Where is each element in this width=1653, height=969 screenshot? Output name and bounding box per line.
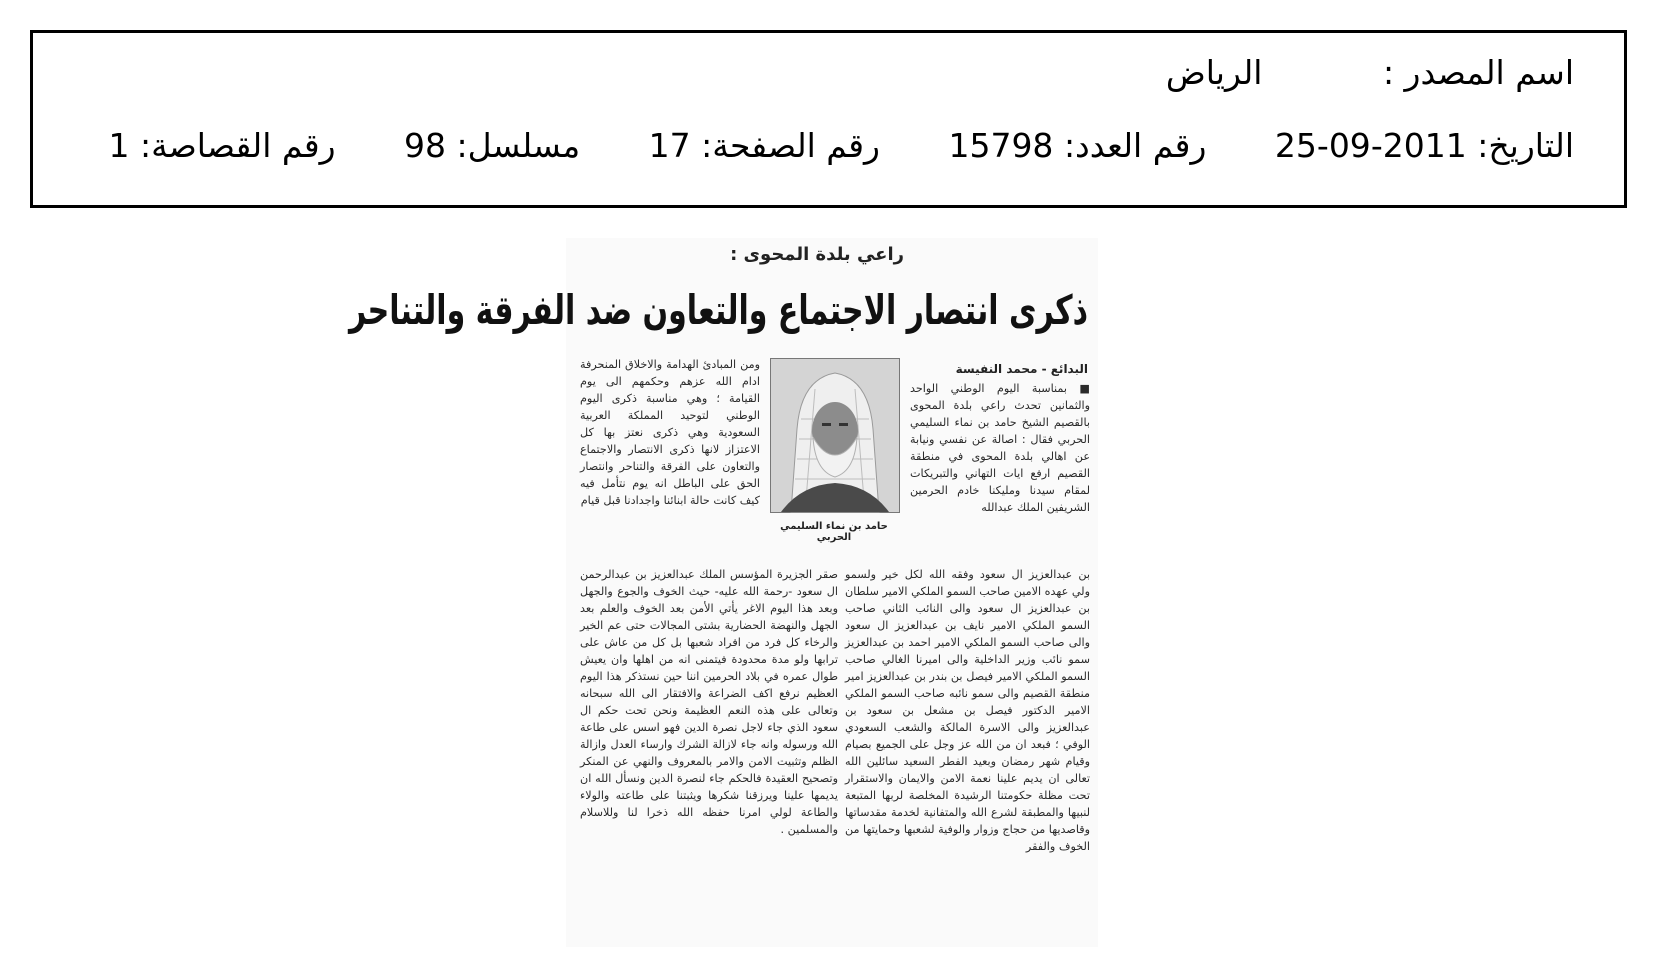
date-label: التاريخ: xyxy=(1477,126,1574,165)
serial-value: 98 xyxy=(404,126,447,165)
issue-label: رقم العدد: xyxy=(1063,126,1207,165)
page-label: رقم الصفحة: xyxy=(701,126,880,165)
article-column-right-top: ■ بمناسبة اليوم الوطني الواحد والثمانين تحدث راعي بلدة المحوى بالقصيم الشيخ حامد بن نماء السليمي الحربي فقال : اصالة عن نفسي ونيابة عن اهالي بلدة المحوى في منطقة القصيم ارفع ايات التهاني والتبريكات لمقام سيدنا ومليكنا خادم الحرمين الشريفين الملك عبدالله xyxy=(910,382,1090,514)
date-value: 2011-09-25 xyxy=(1274,126,1467,165)
clipping-metadata-box xyxy=(30,30,1627,208)
article-kicker: راعي بلدة المحوى : xyxy=(730,244,904,265)
photo-caption: حامد بن نماء السليمي الحربي xyxy=(780,521,888,543)
issue-field xyxy=(948,126,1206,166)
details-row xyxy=(108,126,1574,166)
author-portrait-photo xyxy=(770,358,900,513)
article-byline: البدائع - محمد النفيسة xyxy=(955,362,1088,376)
clip-number-field xyxy=(108,126,335,166)
page-value: 17 xyxy=(648,126,691,165)
article-column-left-top: ومن المبادئ الهدامة والاخلاق المنحرفة ادام الله عزهم وحكمهم الى يوم القيامة ؛ وهي مناسبة ذكرى اليوم الوطني لتوحيد المملكة العربية السعودية وهي ذكرى نعتز بها كل الاعتزاز لانها ذكرى الانتصار والاجتماع والتعاون على الفرقة والتناحر وانتصار الحق على الباطل انه يوم نتأمل فيه كيف كانت حالة ابنائنا واجدادنا قبل قيام xyxy=(580,358,760,507)
article-column-left-bottom: صقر الجزيرة المؤسس الملك عبدالعزيز بن عبدالرحمن ال سعود -رحمة الله عليه- حيث الخوف والجوع والجهل وبعد هذا اليوم الاغر يأتي الأمن بعد الخوف والعلم بعد الجهل والنهضة الحضارية بشتى المجالات حتى عم الخير والرخاء كل فرد من افراد شعبها بل كل من عاش على ترابها ولو مدة محدودة فيتمنى انه من اهلها وان يعيش طوال عمره في بلاد الحرمين اننا حين نستذكر هذا اليوم العظيم نرفع اكف الضراعة والافتقار الى الله سبحانه وتعالى على هذه النعم العظيمة ونحن تحت حكم ال سعود الذي جاء لاجل نصرة الدين فهو اسس على طاعة الله ورسوله وانه جاء لازالة الشرك وارساء العدل وازالة الظلم وتثبيت الامن والامر بالمعروف والنهي عن المنكر وتصحيح العقيدة فالحكم جاء لنصرة الدين ونسأل الله ان يديمها علينا ويرزقنا شكرها ويثبتنا على طاعته والولاء والطاعة لولي امرنا حفظه الله ذخرا لنا وللاسلام والمسلمين . xyxy=(580,568,838,836)
source-label: اسم المصدر : xyxy=(1382,53,1574,92)
newspaper-clipping xyxy=(349,238,1098,947)
serial-field xyxy=(404,126,580,166)
date-field xyxy=(1275,126,1574,166)
article-column-right-bottom: بن عبدالعزيز ال سعود وفقه الله لكل خير ولسمو ولي عهده الامين صاحب السمو الملكي الامير سلطان بن عبدالعزيز ال سعود والى النائب الثاني صاحب السمو الملكي الامير نايف بن عبدالعزيز ال سعود والى صاحب السمو الملكي الامير احمد بن عبدالعزيز سمو نائب وزير الداخلية والى اميرنا الغالي صاحب السمو الملكي الامير فيصل بن بندر بن عبدالعزيز امير منطقة القصيم والى سمو نائبه صاحب السمو الملكي الامير الدكتور فيصل بن مشعل بن سعود بن عبدالعزيز والى الاسرة المالكة والشعب السعودي الوفي ؛ فبعد ان من الله عز وجل على الجميع بصيام وقيام شهر رمضان وبعيد الفطر السعيد سائلين الله تعالى ان يديم علينا نعمة الامن والايمان والاستقرار تحت مظلة حكومتنا الرشيدة المخلصة لربها المتبعة لنبيها والمطبقة لشرع الله والمتفانية لخدمة مقدساتها وقاصديها من حجاج وزوار والوفية لشعبها وحمايتها من الخوف والفقر xyxy=(844,568,1090,853)
source-field xyxy=(1383,53,1574,93)
clip-number-value: 1 xyxy=(108,126,130,165)
page-field xyxy=(649,126,880,166)
article-headline: ذكرى انتصار الاجتماع والتعاون ضد الفرقة والتناحر xyxy=(349,287,1088,335)
clip-number-label: رقم القصاصة: xyxy=(139,126,336,165)
source-row xyxy=(1166,53,1574,93)
serial-label: مسلسل: xyxy=(456,126,581,165)
issue-value: 15798 xyxy=(948,126,1054,165)
source-value: الرياض xyxy=(1165,53,1263,92)
portrait-illustration xyxy=(771,359,899,512)
